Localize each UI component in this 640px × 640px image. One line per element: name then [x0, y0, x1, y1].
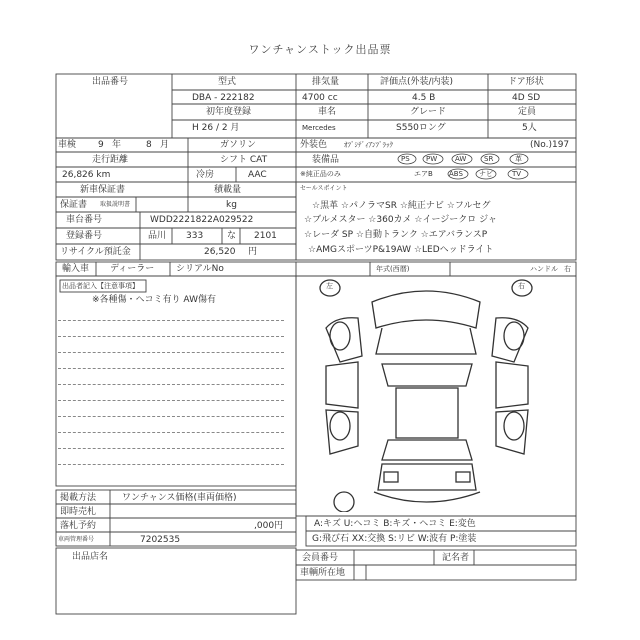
sales-point-line-3: ☆レーダ SP ☆自動トランク ☆エアバランスP: [304, 230, 488, 240]
shaken-year: 9: [98, 140, 104, 150]
signer-label: 記名者: [442, 553, 470, 563]
car-name-label: 車名: [318, 107, 337, 117]
warranty-label: 保証書: [60, 200, 88, 210]
fuel-value: ガソリン: [220, 140, 257, 150]
note-rule: [58, 464, 284, 465]
note-rule: [58, 336, 284, 337]
sales-point-line-2: ☆ブルメスター ☆360カメ ☆イージークロ ジャ: [304, 215, 497, 225]
equip-tv: TV: [512, 170, 522, 178]
door-value: 4D SD: [512, 93, 541, 103]
reserve-label: 落札予約: [60, 521, 97, 531]
handle-label: ハンドル: [530, 265, 558, 273]
note-rule: [58, 416, 284, 417]
shaken-month: 8: [146, 140, 152, 150]
vin-value: WDD2221822A029522: [150, 215, 254, 225]
color-value: ｵﾌﾞｼﾃﾞｨｱﾝﾌﾞﾗｯｸ: [344, 141, 393, 149]
reg-class: 333: [186, 231, 204, 241]
immediate-label: 即時売札: [60, 507, 97, 517]
equip-ps: PS: [401, 155, 410, 163]
reg-label: 登録番号: [66, 231, 103, 241]
equip-abs: ABS: [449, 170, 463, 178]
note-rule: [58, 432, 284, 433]
note-rule: [58, 384, 284, 385]
year-label: 年式(西暦): [376, 265, 410, 273]
car-name-value: Mercedes: [302, 124, 336, 132]
load-unit: kg: [226, 200, 237, 210]
notes-line-1: ※各種傷・ヘコミ有り AW傷有: [92, 295, 216, 305]
color-no: (No.)197: [530, 140, 570, 150]
equip-navi: ナビ: [479, 170, 493, 178]
reserve-value: ,000円: [254, 521, 284, 531]
grade-value: S550ロング: [396, 123, 446, 133]
equip-airbag: エアB: [414, 170, 433, 178]
color-label: 外装色: [300, 140, 328, 150]
legend-line-2: G:飛び石 XX:交換 S:リビ W:波有 P:塗装: [312, 534, 477, 544]
door-label: ドア形状: [508, 77, 544, 87]
member-label: 車両管理番号: [58, 536, 95, 543]
recycle-unit: 円: [248, 247, 258, 257]
first-reg-value: H 26 / 2 月: [192, 123, 240, 133]
note-rule: [58, 448, 284, 449]
import-label: 輸入車: [62, 264, 90, 274]
reg-number: 2101: [254, 231, 277, 241]
shift-value: シフト CAT: [220, 155, 268, 165]
publish-label: 掲載方法: [60, 493, 97, 503]
score-value: 4.5 B: [412, 93, 436, 103]
reg-area: 品川: [148, 231, 167, 241]
load-label: 積載量: [214, 185, 242, 195]
ac-label: 冷房: [196, 170, 215, 180]
displacement-value: 4700 cc: [302, 93, 338, 103]
equip-aw: AW: [455, 155, 467, 163]
notes-header: 出品者記入【注意事項】: [62, 282, 139, 290]
publish-value: ワンチャンス価格(車両価格): [122, 493, 237, 503]
note-rule: [58, 320, 284, 321]
capacity-value: 5人: [522, 123, 537, 133]
warranty-note: 取扱説明書: [100, 201, 131, 208]
equip-leather: 革: [515, 155, 522, 163]
reg-kana: な: [227, 231, 237, 241]
model-value: DBA - 222182: [192, 93, 255, 103]
sales-point-line-4: ☆AMGスポーツP&19AW ☆LEDヘッドライト: [308, 245, 494, 255]
equip-pw: PW: [426, 155, 438, 163]
model-label: 型式: [218, 77, 237, 87]
mileage-value: 26,826 km: [62, 170, 111, 180]
serial-label: シリアルNo: [176, 264, 224, 274]
note-rule: [58, 352, 284, 353]
equip-sr: SR: [484, 155, 494, 163]
recycle-value: 26,520: [204, 247, 236, 257]
car-condition-diagram: [300, 276, 576, 512]
equip-note: ※純正品のみ: [300, 170, 341, 178]
note-rule: [58, 400, 284, 401]
mileage-label: 走行距離: [92, 155, 129, 165]
capacity-label: 定員: [518, 107, 537, 117]
vin-label: 車台番号: [66, 215, 103, 225]
diagram-right-label: 右: [518, 282, 525, 290]
diagram-left-label: 左: [326, 282, 333, 290]
equip-label: 装備品: [312, 155, 340, 165]
sales-point-label: セールスポイント: [300, 185, 348, 192]
address-label: 車輌所在地: [300, 568, 346, 578]
member-no-label: 会員番号: [302, 553, 339, 563]
month-unit: 月: [160, 140, 170, 150]
note-rule: [58, 368, 284, 369]
dealer-value: ディーラー: [110, 264, 155, 274]
grade-label: グレード: [410, 107, 447, 117]
sales-point-line-1: ☆黒革 ☆パノラマSR ☆純正ナビ ☆フルセグ: [312, 201, 491, 211]
displacement-label: 排気量: [312, 77, 340, 87]
legend-line-1: A:キズ U:ヘコミ B:キズ・ヘコミ E:変色: [314, 519, 476, 529]
first-reg-label: 初年度登録: [206, 107, 252, 117]
exhibitor-label: 出品店名: [72, 552, 109, 562]
page-title: ワンチャンストック出品票: [248, 43, 392, 56]
lot-label: 出品番号: [92, 77, 129, 87]
score-label: 評価点(外装/内装): [380, 77, 454, 87]
shaken-label: 車検: [58, 140, 77, 150]
recycle-label: リサイクル預託金: [60, 247, 131, 257]
member-value: 7202535: [140, 535, 181, 545]
year-unit: 年: [112, 140, 122, 150]
ac-value: AAC: [248, 170, 267, 180]
handle-value: 右: [564, 265, 571, 273]
new-warranty-label: 新車保証書: [80, 185, 126, 195]
